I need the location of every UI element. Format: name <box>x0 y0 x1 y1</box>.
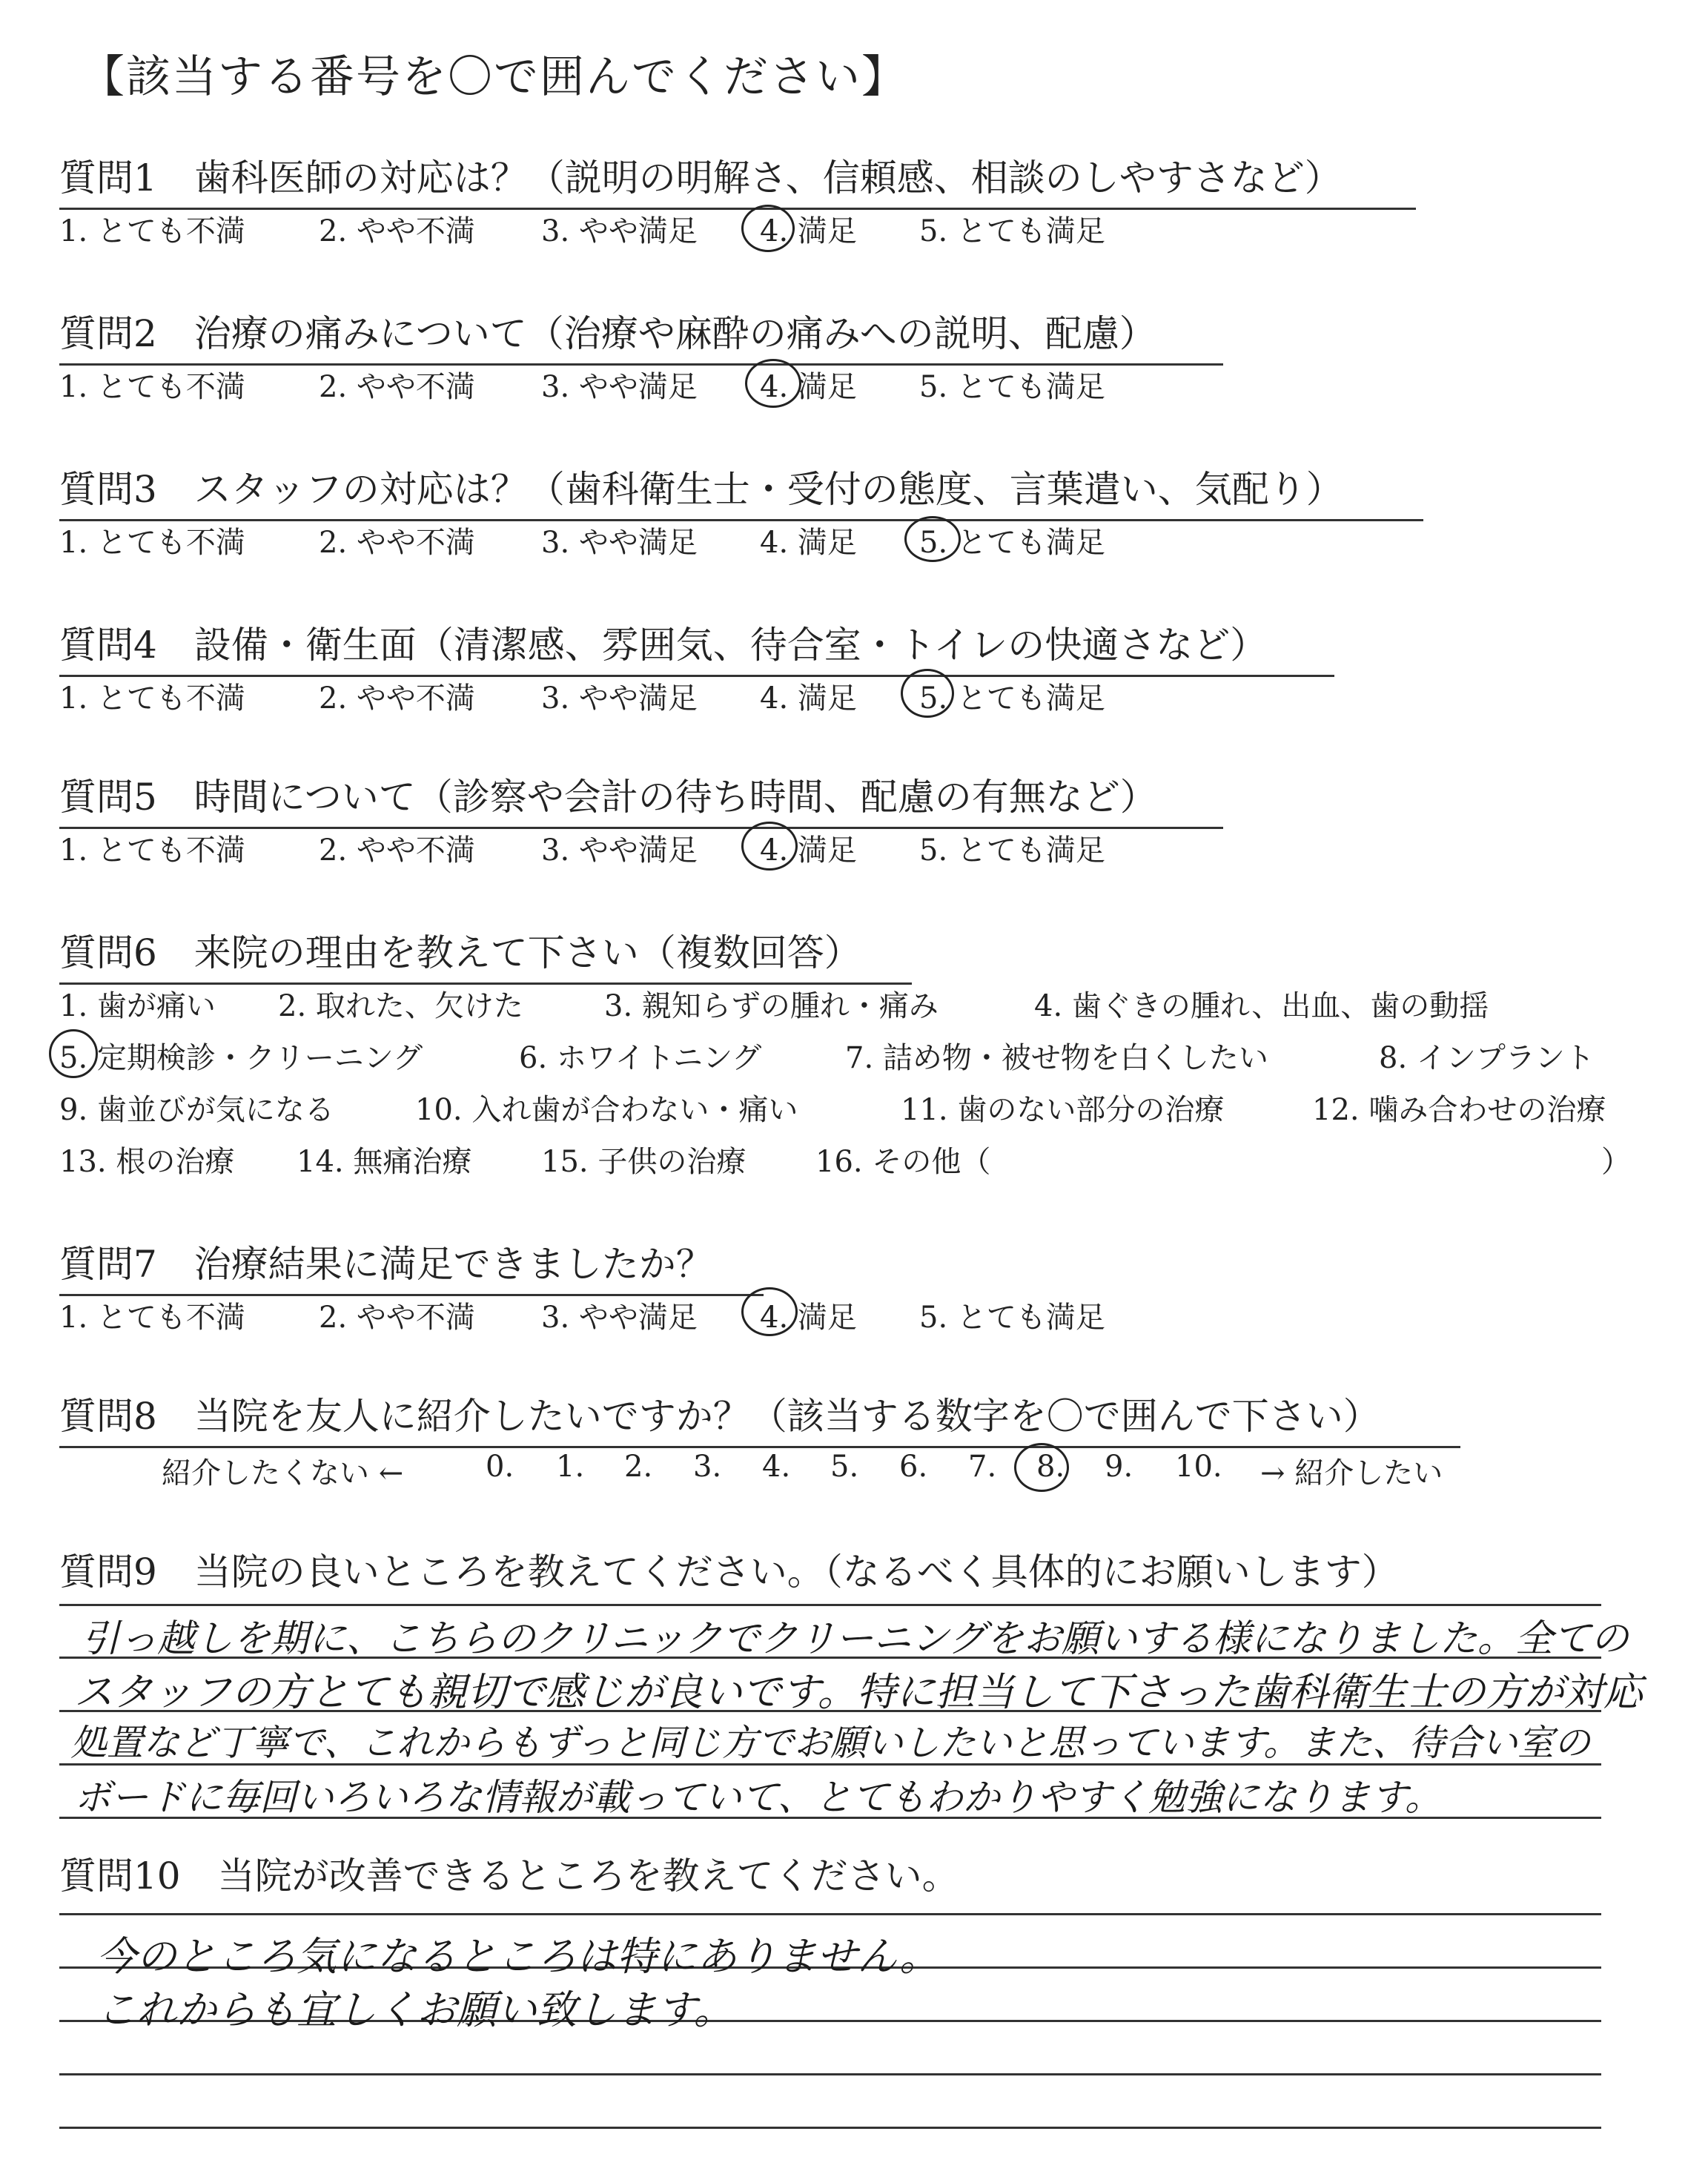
question-9-heading: 質問9 当院の良いところを教えてください。（なるべく具体的にお願いします） <box>59 1550 1399 1593</box>
q7-option-1[interactable]: 1. とても不満 <box>59 1301 245 1335</box>
q6-other-close-paren: ） <box>1601 1145 1631 1179</box>
q2-option-4[interactable]: 4. 満足 <box>760 370 857 404</box>
q1-selected-circle <box>741 205 795 252</box>
q8-number-0[interactable]: 0. <box>486 1450 514 1484</box>
q8-right-label: → 紹介したい <box>1260 1456 1443 1490</box>
q6-reason-2[interactable]: 2. 取れた、欠けた <box>278 989 523 1023</box>
q6-reason-11[interactable]: 11. 歯のない部分の治療 <box>901 1093 1225 1127</box>
q1-option-1[interactable]: 1. とても不満 <box>59 214 245 248</box>
q10-answer-line-5 <box>59 2127 1601 2129</box>
q8-selected-circle <box>1014 1443 1069 1492</box>
q9-handwritten-line-2: スタッフの方とても親切で感じが良いです。特に担当して下さった歯科衛生士の方が対応 <box>74 1670 1643 1715</box>
q8-left-label: 紹介したくない ← <box>162 1456 404 1490</box>
q3-option-3[interactable]: 3. やや満足 <box>541 526 698 560</box>
q10-handwritten-line-1: 今のところ気になるところは特にありません。 <box>96 1933 940 1980</box>
q2-option-3[interactable]: 3. やや満足 <box>541 370 698 404</box>
question-2-heading: 質問2 治療の痛みについて（治療や麻酔の痛みへの説明、配慮） <box>59 304 1223 366</box>
q2-option-2[interactable]: 2. やや不満 <box>319 370 475 404</box>
q4-option-5[interactable]: 5. とても満足 <box>919 681 1105 716</box>
q4-selected-circle <box>901 669 954 718</box>
q6-selected-circle <box>49 1029 98 1078</box>
q8-number-9[interactable]: 9. <box>1105 1450 1133 1484</box>
question-7-heading: 質問7 治療結果に満足できましたか？ <box>59 1235 764 1296</box>
question-4-heading: 質問4 設備・衛生面（清潔感、雰囲気、待合室・トイレの快適さなど） <box>59 615 1334 677</box>
q8-number-7[interactable]: 7. <box>968 1450 997 1484</box>
q5-option-1[interactable]: 1. とても不満 <box>59 833 245 868</box>
q4-option-4[interactable]: 4. 満足 <box>760 681 857 716</box>
q4-option-1[interactable]: 1. とても不満 <box>59 681 245 716</box>
question-8-heading: 質問8 当院を友人に紹介したいですか？（該当する数字を〇で囲んで下さい） <box>59 1387 1460 1448</box>
question-6-heading: 質問6 来院の理由を教えて下さい（複数回答） <box>59 923 912 985</box>
q6-reason-4[interactable]: 4. 歯ぐきの腫れ、出血、歯の動揺 <box>1034 989 1489 1023</box>
q8-number-1[interactable]: 1. <box>556 1450 585 1484</box>
question-3-heading: 質問3 スタッフの対応は？（歯科衛生士・受付の態度、言葉遣い、気配り） <box>59 460 1423 521</box>
q3-option-1[interactable]: 1. とても不満 <box>59 526 245 560</box>
q8-number-4[interactable]: 4. <box>762 1450 791 1484</box>
q7-option-2[interactable]: 2. やや不満 <box>319 1301 475 1335</box>
q8-number-6[interactable]: 6. <box>899 1450 928 1484</box>
q5-option-5[interactable]: 5. とても満足 <box>919 833 1105 868</box>
q9-handwritten-line-4: ボードに毎回いろいろな情報が載っていて、とてもわかりやすく勉強になります。 <box>74 1776 1442 1819</box>
q3-option-5[interactable]: 5. とても満足 <box>919 526 1105 560</box>
question-5-heading: 質問5 時間について（診察や会計の待ち時間、配慮の有無など） <box>59 767 1223 829</box>
q1-option-3[interactable]: 3. やや満足 <box>541 214 698 248</box>
q8-number-10[interactable]: 10. <box>1175 1450 1222 1484</box>
q6-reason-3[interactable]: 3. 親知らずの腫れ・痛み <box>604 989 939 1023</box>
q2-option-5[interactable]: 5. とても満足 <box>919 370 1105 404</box>
q6-reason-7[interactable]: 7. 詰め物・被せ物を白くしたい <box>845 1041 1268 1075</box>
q6-reason-1[interactable]: 1. 歯が痛い <box>59 989 216 1023</box>
q2-option-1[interactable]: 1. とても不満 <box>59 370 245 404</box>
q9-handwritten-line-1: 引っ越しを期に、こちらのクリニックでクリーニングをお願いする様になりました。全ての <box>82 1617 1629 1661</box>
q6-reason-16[interactable]: 16. その他（ <box>815 1145 991 1179</box>
q5-option-2[interactable]: 2. やや不満 <box>319 833 475 868</box>
q1-option-2[interactable]: 2. やや不満 <box>319 214 475 248</box>
q3-option-4[interactable]: 4. 満足 <box>760 526 857 560</box>
q6-reason-5[interactable]: 5. 定期検診・クリーニング <box>59 1041 423 1075</box>
q10-answer-line-1 <box>59 1913 1601 1915</box>
q3-option-2[interactable]: 2. やや不満 <box>319 526 475 560</box>
q5-selected-circle <box>741 822 798 871</box>
q6-reason-10[interactable]: 10. 入れ歯が合わない・痛い <box>415 1093 798 1127</box>
question-1-heading: 質問1 歯科医師の対応は？（説明の明解さ、信頼感、相談のしやすさなど） <box>59 148 1416 210</box>
q9-handwritten-line-3: 処置など丁寧で、これからもずっと同じ方でお願いしたいと思っています。また、待合い室の <box>70 1722 1591 1764</box>
q10-answer-line-4 <box>59 2073 1601 2075</box>
q1-option-4[interactable]: 4. 満足 <box>760 214 857 248</box>
q8-number-5[interactable]: 5. <box>830 1450 859 1484</box>
q1-option-5[interactable]: 5. とても満足 <box>919 214 1105 248</box>
q5-option-4[interactable]: 4. 満足 <box>760 833 857 868</box>
q5-option-3[interactable]: 3. やや満足 <box>541 833 698 868</box>
q6-reason-14[interactable]: 14. 無痛治療 <box>297 1145 472 1179</box>
question-10-heading: 質問10 当院が改善できるところを教えてください。 <box>59 1855 959 1898</box>
q3-selected-circle <box>904 516 961 562</box>
q4-option-2[interactable]: 2. やや不満 <box>319 681 475 716</box>
q7-selected-circle <box>741 1287 798 1336</box>
instruction-heading: 【該当する番号を〇で囲んでください】 <box>80 51 907 103</box>
q10-handwritten-line-2: これからも宜しくお願い致します。 <box>96 1986 734 2033</box>
q6-reason-6[interactable]: 6. ホワイトニング <box>519 1041 762 1075</box>
q7-option-3[interactable]: 3. やや満足 <box>541 1301 698 1335</box>
q9-answer-line-1 <box>59 1604 1601 1606</box>
q6-reason-8[interactable]: 8. インプラント <box>1379 1041 1595 1075</box>
q6-reason-9[interactable]: 9. 歯並びが気になる <box>59 1093 334 1127</box>
q7-option-4[interactable]: 4. 満足 <box>760 1301 857 1335</box>
q6-reason-15[interactable]: 15. 子供の治療 <box>541 1145 747 1179</box>
q6-reason-13[interactable]: 13. 根の治療 <box>59 1145 235 1179</box>
q7-option-5[interactable]: 5. とても満足 <box>919 1301 1105 1335</box>
q4-option-3[interactable]: 3. やや満足 <box>541 681 698 716</box>
q2-selected-circle <box>745 359 801 408</box>
q8-number-3[interactable]: 3. <box>693 1450 722 1484</box>
q8-number-2[interactable]: 2. <box>624 1450 653 1484</box>
q6-reason-12[interactable]: 12. 噛み合わせの治療 <box>1312 1093 1606 1127</box>
q8-number-8[interactable]: 8. <box>1036 1450 1065 1484</box>
